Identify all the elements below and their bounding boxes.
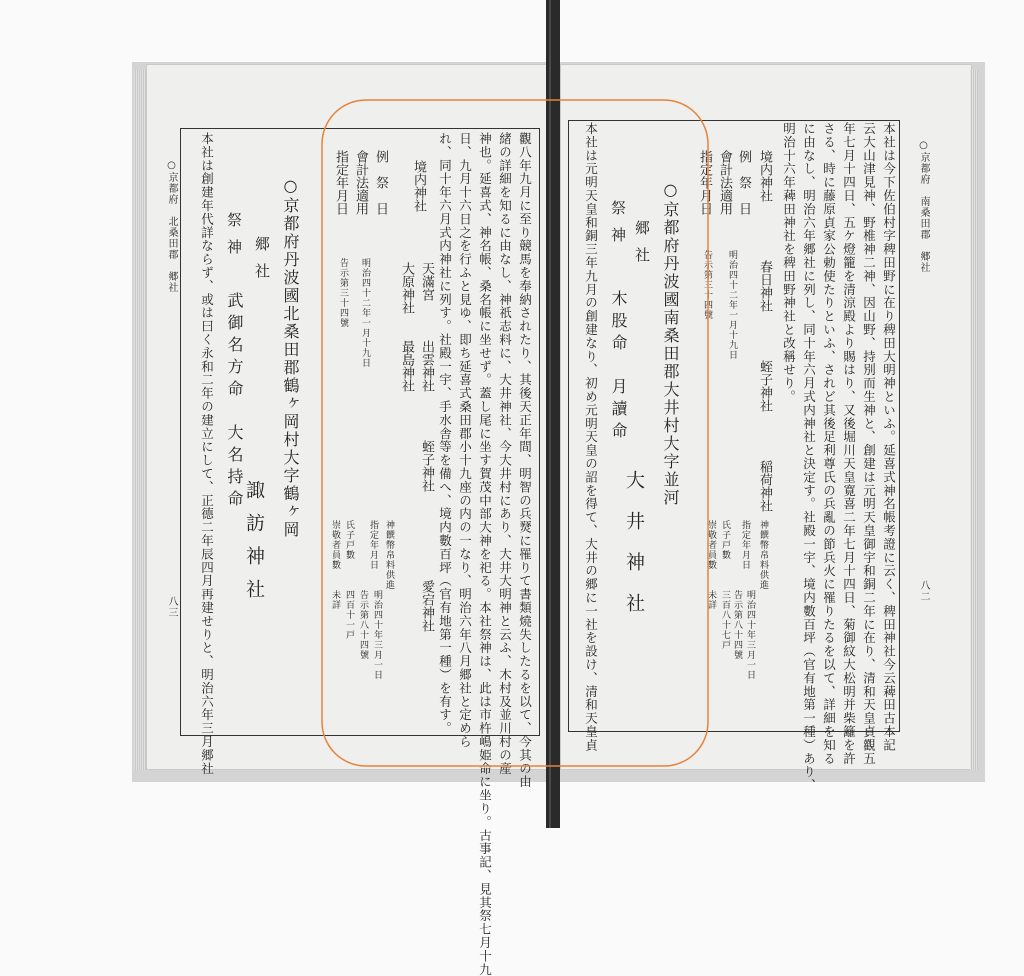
left-entry-shrine-name: 諏訪神社 — [243, 480, 265, 612]
right-running-header: ○京都府 南桑田郡 郷社 — [918, 140, 929, 273]
right-law-value: 明治四十二年一月十九日 — [727, 250, 737, 360]
page-edges-right — [970, 70, 978, 770]
right-entry-deities: 木股命 月讀命 — [609, 290, 628, 444]
left-entry-deity-label: 祭神 — [225, 212, 243, 266]
left-precinct-shrine-1: 天滿宮 — [419, 262, 434, 301]
right-precinct-shrine-3: 稲荷神社 — [757, 460, 772, 512]
right-precinct-label: 境内神社 — [757, 150, 772, 202]
left-worshippers-value: 未詳 — [330, 590, 340, 610]
left-entry-rank: 郷社 — [253, 236, 271, 290]
left-parishioners-label: 氏子戸數 — [344, 520, 354, 560]
right-worshippers-value: 未詳 — [706, 590, 716, 610]
right-entry-location: ○京都府丹波國南桑田郡大井村大字並河 — [661, 180, 680, 507]
right-text-line-5: に由なし、明治六年郷社に列し、同十年六月式内神社と決定す。社殿一宇、境内數百坪（官有地第一種）あり、 — [801, 122, 817, 792]
left-text-line-4: 日、九月十六日之を行ふと見ゆ、即ち延喜式桑田郡小十九座の内の一なり、明治六年八月郷社と定めら — [457, 132, 473, 749]
right-parishioners-label: 氏子戸數 — [720, 520, 730, 560]
right-designation-value: 告示第三十四號 — [702, 250, 712, 320]
left-precinct-shrine-5: 大原神社 — [399, 262, 414, 314]
right-text-line-4: さる、時に藤原貞家公勅使たりといふ、されど其後足利尊氏の兵亂の節兵火に罹りたるを以て、詳細を知る — [821, 122, 837, 766]
left-text-line-2: 緒の詳細を知るに由なし、神祇志料に、大井神社、今大井村にあり、大井大明神と云ふ、木村及並川村の產 — [497, 132, 513, 776]
right-offering-label: 神饌幣帛料供進 — [758, 520, 768, 590]
right-law-label: 會計法適用 — [717, 150, 732, 215]
right-parishioners-value: 三百八十七戸 — [720, 590, 730, 650]
left-entry-location: ○京都府丹波國北桑田郡鶴ヶ岡村大字鶴ヶ岡 — [281, 176, 300, 539]
left-text-line-3: 神也。延喜式、神名帳、桑名帳に坐せず。蓋し尾に坐す賀茂中部大神を祀る。本社祭神は、此は市杵嶋姫命に坐り。古事記、見其祭七月十九 — [477, 132, 493, 976]
left-offering-date-value: 明治四十年三月一日 — [372, 590, 382, 680]
left-precinct-shrine-4: 愛宕神社 — [419, 580, 434, 632]
left-entry-body-line-1: 本社は創建年代詳ならず、或は曰く永和二年の建立にして、正德二年辰四月再建せりと、明治六年三月郷社 — [199, 132, 215, 776]
left-precinct-shrine-3: 蛭子神社 — [419, 440, 434, 492]
left-designation-label: 指定年月日 — [333, 150, 348, 215]
right-offering-date-value: 明治四十年三月一日 — [745, 590, 755, 680]
left-worshippers-label: 崇敬者員數 — [330, 520, 340, 570]
right-entry-shrine-name: 大井神社 — [623, 470, 645, 634]
right-entry-deity-label: 祭神 — [609, 200, 627, 254]
right-text-line-6: 明治十六年薭田神社を稗田野神社と改稱せり。 — [781, 122, 797, 404]
right-precinct-shrine-1: 春日神社 — [757, 260, 772, 312]
right-precinct-shrine-2: 蛭子神社 — [757, 360, 772, 412]
left-precinct-shrine-2: 出雲神社 — [419, 340, 434, 392]
left-running-header: ○京都府 北桑田郡 郷社 — [166, 160, 177, 293]
right-text-line-1: 本社は今下佐伯村字稗田野に在り稗田大明神といふ。延喜式神名帳考證に云く、稗田神社今云薭田古本記 — [881, 122, 897, 752]
left-precinct-shrine-6: 最島神社 — [399, 340, 414, 392]
left-text-line-1: 觀八年九月に至り競馬を奉納されたり、其後天正年間、明智の兵燹に罹りて書類燒失したるを以て、今其の由 — [517, 132, 533, 789]
right-offering-notice: 告示第八十四號 — [732, 590, 742, 660]
left-entry-deities: 武御名方命 大名持命 — [225, 292, 244, 512]
right-text-line-3: 年七月十四日、五ケ燈籠を清涼殿より賜はり、又後堀川天皇寛喜二年七月十四日、菊御紋大松明并柴籬を許 — [841, 122, 857, 766]
page-edges-left — [134, 70, 146, 770]
right-entry-body-line-1: 本社は元明天皇和銅三年九月の創建なり、初め元明天皇の詔を得て、大井の郷に一社を設け、清和天皇貞 — [583, 122, 599, 752]
left-offering-label: 神饌幣帛料供進 — [384, 520, 394, 590]
left-designation-value: 告示第三十四號 — [338, 258, 348, 328]
left-festival-label: 例 祭 日 — [373, 150, 388, 215]
right-text-line-2: 云大山津見神、野椎神二神、因山野、持別而生神と、創建は元明天皇御宇和銅二年に在り、清和天皇貞觀五 — [861, 122, 877, 766]
left-offering-notice: 告示第八十四號 — [358, 590, 368, 660]
left-precinct-label: 境内神社 — [411, 160, 426, 212]
left-law-value: 明治四十二年一月十九日 — [360, 258, 370, 368]
left-text-line-5: れ、同十年六月式内神社に列す。社殿一宇、手水舎等を備へ、境内數百坪（官有地第一種）を有す。 — [437, 132, 453, 735]
right-worshippers-label: 崇敬者員數 — [706, 520, 716, 570]
left-law-label: 會計法適用 — [353, 150, 368, 215]
spine-highlight — [549, 0, 551, 828]
left-parishioners-value: 四百十一戸 — [344, 590, 354, 640]
right-page-number: 八二 — [918, 580, 929, 602]
left-offering-date-label: 指定年月日 — [368, 520, 378, 570]
right-designation-label: 指定年月日 — [697, 150, 712, 215]
right-festival-label: 例 祭 日 — [736, 150, 751, 215]
left-page-number: 八三 — [166, 596, 177, 618]
right-offering-date-label: 指定年月日 — [740, 520, 750, 570]
right-entry-rank: 郷社 — [633, 220, 651, 274]
